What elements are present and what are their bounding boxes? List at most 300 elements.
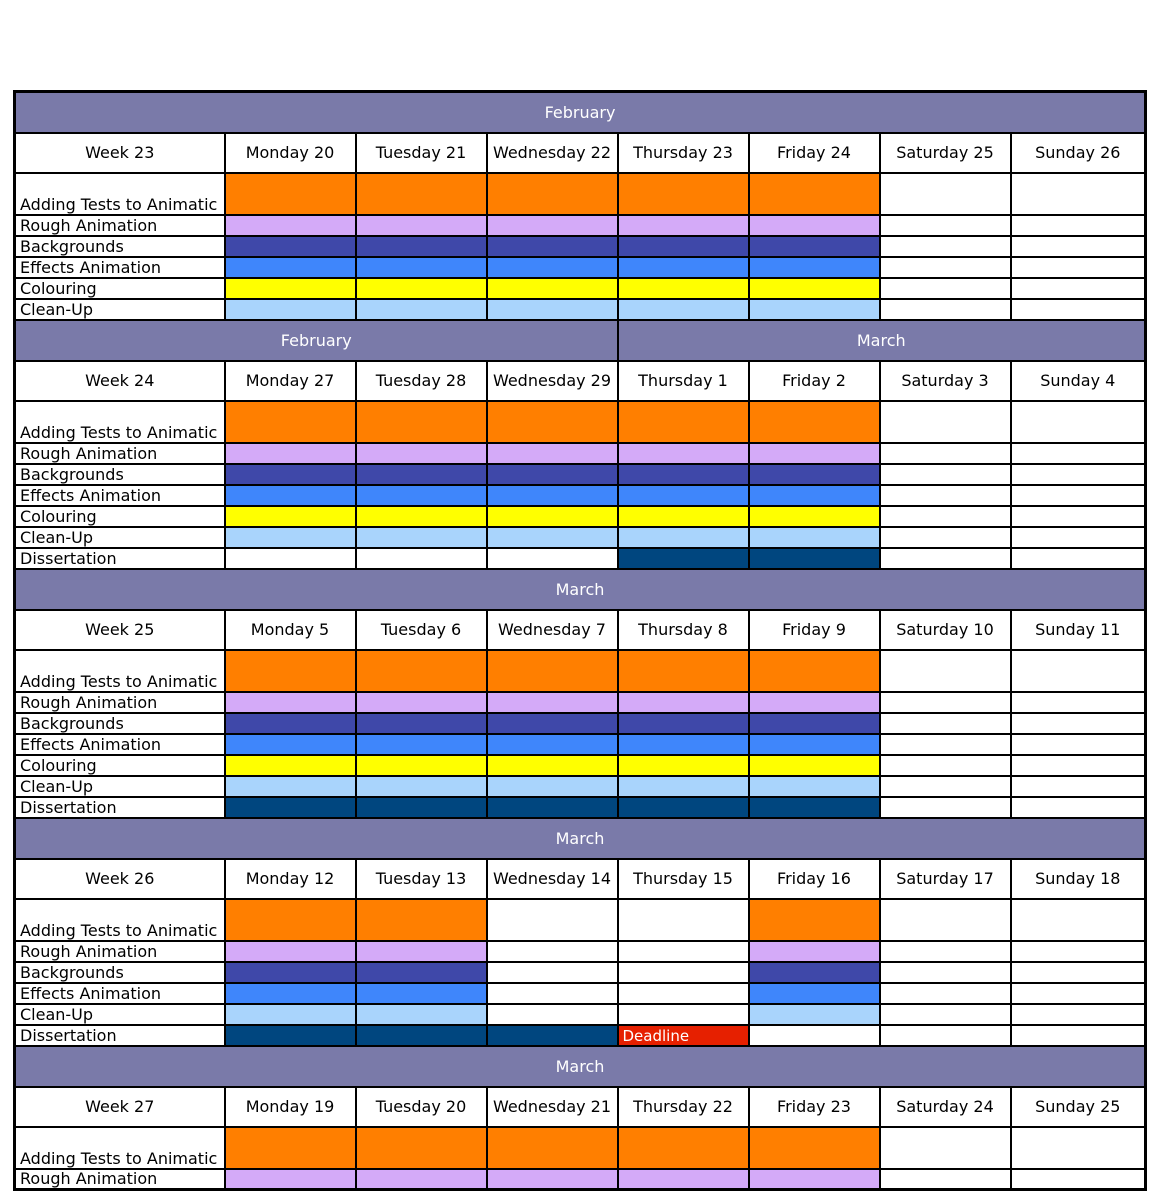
schedule-cell [618, 797, 749, 818]
schedule-cell [225, 797, 356, 818]
empty-cell [880, 506, 1011, 527]
empty-cell [1011, 650, 1146, 692]
task-label: Effects Animation [15, 734, 225, 755]
schedule-cell [356, 464, 487, 485]
day-header: Sunday 25 [1011, 1087, 1146, 1127]
month-label: March [15, 569, 1146, 610]
task-row [15, 527, 1146, 548]
day-header: Wednesday 29 [487, 361, 618, 401]
empty-cell [487, 899, 618, 941]
empty-cell [880, 401, 1011, 443]
deadline-cell: Deadline [618, 1025, 749, 1046]
day-header: Thursday 23 [618, 133, 749, 173]
schedule-cell [225, 899, 356, 941]
empty-cell [1011, 713, 1146, 734]
schedule-cell [618, 755, 749, 776]
day-header: Wednesday 21 [487, 1087, 618, 1127]
empty-cell [880, 443, 1011, 464]
empty-cell [1011, 236, 1146, 257]
task-label: Rough Animation [15, 1169, 225, 1190]
day-header: Saturday 24 [880, 1087, 1011, 1127]
task-row [15, 899, 1146, 941]
schedule-cell [356, 401, 487, 443]
schedule-cell [225, 1169, 356, 1190]
task-row [15, 257, 1146, 278]
task-row [15, 983, 1146, 1004]
task-label: Dissertation [15, 797, 225, 818]
empty-cell [749, 1025, 880, 1046]
task-row [15, 173, 1146, 215]
schedule-cell [356, 1004, 487, 1025]
empty-cell [225, 548, 356, 569]
schedule-cell [618, 713, 749, 734]
schedule-cell [487, 527, 618, 548]
schedule-cell [618, 1169, 749, 1190]
task-row [15, 734, 1146, 755]
day-header: Sunday 4 [1011, 361, 1146, 401]
schedule-cell [487, 755, 618, 776]
schedule-cell [356, 1169, 487, 1190]
task-label: Adding Tests to Animatic [15, 401, 225, 443]
schedule-cell [749, 899, 880, 941]
schedule-cell [749, 299, 880, 320]
schedule-table [13, 90, 1147, 1191]
day-header: Tuesday 13 [356, 859, 487, 899]
schedule-cell [225, 443, 356, 464]
task-label: Clean-Up [15, 1004, 225, 1025]
schedule-cell [749, 506, 880, 527]
schedule-cell [356, 755, 487, 776]
week-label: Week 27 [15, 1087, 225, 1127]
schedule-cell [618, 734, 749, 755]
week-header-row [15, 859, 1146, 899]
empty-cell [880, 755, 1011, 776]
schedule-cell [225, 734, 356, 755]
empty-cell [1011, 962, 1146, 983]
task-row [15, 506, 1146, 527]
empty-cell [356, 548, 487, 569]
day-header: Sunday 18 [1011, 859, 1146, 899]
week-label: Week 24 [15, 361, 225, 401]
schedule-cell [618, 1127, 749, 1169]
schedule-cell [749, 734, 880, 755]
task-label: Colouring [15, 506, 225, 527]
task-label: Colouring [15, 278, 225, 299]
month-band-row [15, 569, 1146, 610]
task-label: Effects Animation [15, 257, 225, 278]
schedule-cell [749, 548, 880, 569]
empty-cell [880, 941, 1011, 962]
task-label: Adding Tests to Animatic [15, 899, 225, 941]
task-label: Dissertation [15, 548, 225, 569]
task-label: Clean-Up [15, 776, 225, 797]
schedule-cell [749, 1004, 880, 1025]
schedule-cell [487, 1127, 618, 1169]
month-band-row [15, 92, 1146, 133]
empty-cell [618, 1004, 749, 1025]
schedule-cell [356, 941, 487, 962]
empty-cell [487, 548, 618, 569]
empty-cell [1011, 527, 1146, 548]
empty-cell [1011, 1004, 1146, 1025]
empty-cell [880, 236, 1011, 257]
empty-cell [880, 650, 1011, 692]
empty-cell [487, 962, 618, 983]
empty-cell [880, 692, 1011, 713]
task-row [15, 278, 1146, 299]
empty-cell [618, 983, 749, 1004]
task-row [15, 464, 1146, 485]
day-header: Friday 24 [749, 133, 880, 173]
day-header: Saturday 3 [880, 361, 1011, 401]
schedule-cell [487, 713, 618, 734]
schedule-cell [749, 215, 880, 236]
task-row [15, 650, 1146, 692]
schedule-cell [487, 1169, 618, 1190]
empty-cell [1011, 776, 1146, 797]
week-label: Week 25 [15, 610, 225, 650]
task-label: Backgrounds [15, 962, 225, 983]
day-header: Thursday 1 [618, 361, 749, 401]
day-header: Sunday 26 [1011, 133, 1146, 173]
empty-cell [880, 1169, 1011, 1190]
day-header: Saturday 10 [880, 610, 1011, 650]
schedule-cell [618, 401, 749, 443]
empty-cell [1011, 734, 1146, 755]
empty-cell [880, 734, 1011, 755]
task-row [15, 548, 1146, 569]
schedule-cell [225, 692, 356, 713]
schedule-cell [487, 257, 618, 278]
task-row [15, 1025, 1146, 1046]
schedule-cell [356, 734, 487, 755]
empty-cell [1011, 485, 1146, 506]
empty-cell [1011, 257, 1146, 278]
schedule-cell [356, 983, 487, 1004]
empty-cell [1011, 983, 1146, 1004]
schedule-cell [225, 485, 356, 506]
empty-cell [880, 215, 1011, 236]
schedule-cell [225, 755, 356, 776]
task-label: Effects Animation [15, 983, 225, 1004]
empty-cell [487, 1004, 618, 1025]
schedule-cell [749, 650, 880, 692]
empty-cell [880, 1004, 1011, 1025]
task-label: Effects Animation [15, 485, 225, 506]
schedule-cell [225, 1025, 356, 1046]
task-label: Adding Tests to Animatic [15, 173, 225, 215]
empty-cell [1011, 899, 1146, 941]
empty-cell [618, 962, 749, 983]
task-row [15, 713, 1146, 734]
task-row [15, 692, 1146, 713]
day-header: Friday 9 [749, 610, 880, 650]
schedule-cell [749, 962, 880, 983]
month-label: March [618, 320, 1146, 361]
empty-cell [1011, 506, 1146, 527]
schedule-cell [749, 776, 880, 797]
schedule-cell [749, 797, 880, 818]
schedule-cell [749, 1169, 880, 1190]
day-header: Friday 2 [749, 361, 880, 401]
task-row [15, 401, 1146, 443]
schedule-cell [618, 650, 749, 692]
month-label: March [15, 1046, 1146, 1087]
task-label: Dissertation [15, 1025, 225, 1046]
month-band-row [15, 818, 1146, 859]
schedule-cell [356, 527, 487, 548]
schedule-cell [487, 650, 618, 692]
day-header: Wednesday 22 [487, 133, 618, 173]
task-label: Rough Animation [15, 941, 225, 962]
schedule-cell [487, 692, 618, 713]
empty-cell [1011, 299, 1146, 320]
schedule-cell [618, 464, 749, 485]
task-label: Adding Tests to Animatic [15, 1127, 225, 1169]
empty-cell [880, 713, 1011, 734]
month-label: February [15, 320, 618, 361]
schedule-cell [225, 236, 356, 257]
schedule-cell [487, 236, 618, 257]
empty-cell [1011, 548, 1146, 569]
empty-cell [880, 527, 1011, 548]
task-label: Backgrounds [15, 713, 225, 734]
empty-cell [1011, 173, 1146, 215]
schedule-cell [749, 941, 880, 962]
task-label: Colouring [15, 755, 225, 776]
schedule-cell [356, 215, 487, 236]
schedule-cell [225, 278, 356, 299]
empty-cell [1011, 692, 1146, 713]
schedule-cell [749, 527, 880, 548]
schedule-cell [749, 983, 880, 1004]
schedule-cell [618, 215, 749, 236]
schedule-cell [618, 548, 749, 569]
task-label: Backgrounds [15, 236, 225, 257]
schedule-cell [356, 1127, 487, 1169]
schedule-cell [225, 983, 356, 1004]
task-row [15, 1127, 1146, 1169]
day-header: Wednesday 7 [487, 610, 618, 650]
day-header: Tuesday 21 [356, 133, 487, 173]
day-header: Friday 16 [749, 859, 880, 899]
day-header: Thursday 15 [618, 859, 749, 899]
schedule-cell [356, 506, 487, 527]
empty-cell [880, 548, 1011, 569]
empty-cell [1011, 464, 1146, 485]
empty-cell [1011, 401, 1146, 443]
empty-cell [1011, 278, 1146, 299]
schedule-cell [487, 776, 618, 797]
schedule-cell [618, 173, 749, 215]
schedule-cell [356, 485, 487, 506]
schedule-cell [356, 1025, 487, 1046]
week-header-row [15, 361, 1146, 401]
schedule-cell [749, 236, 880, 257]
schedule-cell [487, 1025, 618, 1046]
schedule-cell [356, 173, 487, 215]
schedule-cell [487, 506, 618, 527]
schedule-cell [618, 278, 749, 299]
schedule-cell [356, 650, 487, 692]
task-label: Adding Tests to Animatic [15, 650, 225, 692]
week-header-row [15, 1087, 1146, 1127]
empty-cell [1011, 941, 1146, 962]
day-header: Thursday 8 [618, 610, 749, 650]
day-header: Saturday 25 [880, 133, 1011, 173]
empty-cell [1011, 1025, 1146, 1046]
schedule-cell [749, 713, 880, 734]
schedule-cell [356, 797, 487, 818]
schedule-cell [356, 443, 487, 464]
schedule-cell [487, 401, 618, 443]
schedule-cell [487, 485, 618, 506]
day-header: Tuesday 28 [356, 361, 487, 401]
schedule-cell [225, 962, 356, 983]
schedule-cell [225, 173, 356, 215]
schedule-cell [487, 299, 618, 320]
task-label: Backgrounds [15, 464, 225, 485]
empty-cell [618, 899, 749, 941]
schedule-cell [225, 257, 356, 278]
schedule-cell [225, 299, 356, 320]
schedule-cell [487, 734, 618, 755]
task-label: Rough Animation [15, 215, 225, 236]
empty-cell [880, 962, 1011, 983]
schedule-cell [749, 278, 880, 299]
empty-cell [880, 278, 1011, 299]
schedule-cell [618, 527, 749, 548]
schedule-cell [749, 443, 880, 464]
empty-cell [880, 257, 1011, 278]
schedule-cell [618, 692, 749, 713]
task-row [15, 1004, 1146, 1025]
day-header: Sunday 11 [1011, 610, 1146, 650]
task-row [15, 755, 1146, 776]
task-label: Clean-Up [15, 527, 225, 548]
schedule-cell [618, 485, 749, 506]
week-header-row [15, 133, 1146, 173]
schedule-cell [749, 464, 880, 485]
schedule-cell [749, 755, 880, 776]
schedule-cell [618, 236, 749, 257]
empty-cell [880, 1127, 1011, 1169]
schedule-cell [618, 443, 749, 464]
task-row [15, 485, 1146, 506]
day-header: Friday 23 [749, 1087, 880, 1127]
task-label: Clean-Up [15, 299, 225, 320]
empty-cell [1011, 755, 1146, 776]
schedule-cell [225, 506, 356, 527]
task-row [15, 443, 1146, 464]
week-label: Week 23 [15, 133, 225, 173]
schedule-cell [225, 1004, 356, 1025]
schedule-cell [749, 1127, 880, 1169]
empty-cell [880, 464, 1011, 485]
empty-cell [487, 941, 618, 962]
task-row [15, 941, 1146, 962]
schedule-cell [356, 236, 487, 257]
empty-cell [880, 776, 1011, 797]
schedule-cell [356, 713, 487, 734]
schedule-cell [749, 173, 880, 215]
empty-cell [1011, 443, 1146, 464]
day-header: Monday 27 [225, 361, 356, 401]
week-header-row [15, 610, 1146, 650]
empty-cell [880, 1025, 1011, 1046]
task-row [15, 962, 1146, 983]
empty-cell [880, 983, 1011, 1004]
empty-cell [618, 941, 749, 962]
task-row [15, 776, 1146, 797]
task-label: Rough Animation [15, 443, 225, 464]
task-row [15, 797, 1146, 818]
day-header: Thursday 22 [618, 1087, 749, 1127]
day-header: Saturday 17 [880, 859, 1011, 899]
schedule-cell [356, 299, 487, 320]
schedule-cell [487, 215, 618, 236]
empty-cell [1011, 1127, 1146, 1169]
schedule-cell [356, 692, 487, 713]
task-row [15, 215, 1146, 236]
month-band-row [15, 320, 1146, 361]
schedule-cell [225, 401, 356, 443]
week-label: Week 26 [15, 859, 225, 899]
schedule-cell [487, 443, 618, 464]
empty-cell [1011, 797, 1146, 818]
empty-cell [880, 797, 1011, 818]
schedule-cell [225, 215, 356, 236]
schedule-cell [356, 962, 487, 983]
schedule-cell [225, 941, 356, 962]
day-header: Monday 12 [225, 859, 356, 899]
schedule-cell [225, 464, 356, 485]
empty-cell [880, 899, 1011, 941]
schedule-cell [225, 776, 356, 797]
schedule-cell [749, 257, 880, 278]
schedule-cell [749, 485, 880, 506]
schedule-cell [749, 401, 880, 443]
schedule-cell [356, 899, 487, 941]
empty-cell [880, 173, 1011, 215]
empty-cell [1011, 1169, 1146, 1190]
task-row [15, 236, 1146, 257]
schedule-cell [487, 464, 618, 485]
task-label: Rough Animation [15, 692, 225, 713]
day-header: Monday 19 [225, 1087, 356, 1127]
month-label: February [15, 92, 1146, 133]
schedule-cell [356, 278, 487, 299]
empty-cell [1011, 215, 1146, 236]
month-label: March [15, 818, 1146, 859]
empty-cell [880, 485, 1011, 506]
month-band-row [15, 1046, 1146, 1087]
empty-cell [487, 983, 618, 1004]
schedule-cell [487, 278, 618, 299]
schedule-cell [618, 776, 749, 797]
day-header: Monday 20 [225, 133, 356, 173]
day-header: Monday 5 [225, 610, 356, 650]
schedule-cell [618, 299, 749, 320]
schedule-cell [487, 797, 618, 818]
schedule-cell [618, 257, 749, 278]
schedule-cell [749, 692, 880, 713]
schedule-cell [487, 173, 618, 215]
schedule-cell [225, 527, 356, 548]
task-row [15, 299, 1146, 320]
schedule-cell [225, 650, 356, 692]
schedule-cell [225, 713, 356, 734]
